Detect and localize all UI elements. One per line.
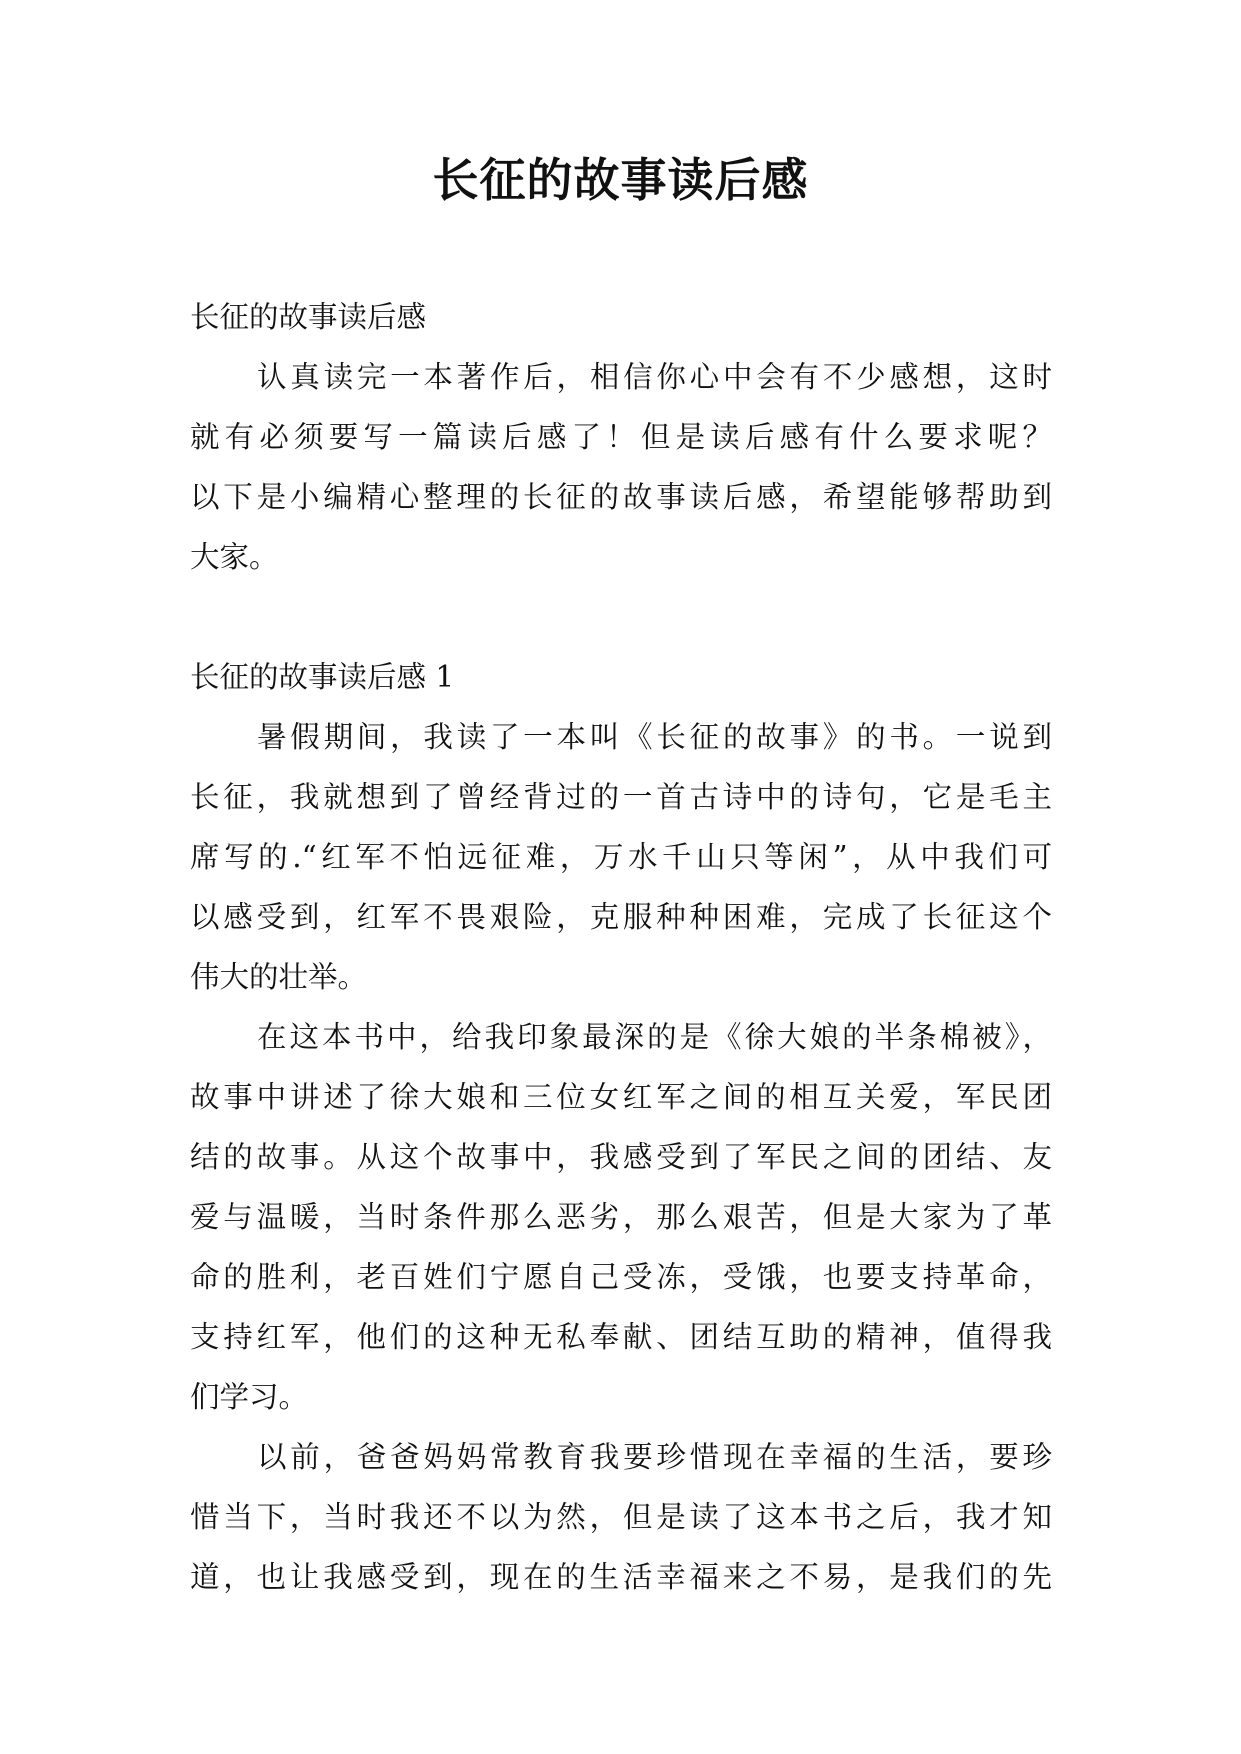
document-body [190,287,1052,1607]
paragraph-line: 在这本书中，给我印象最深的是《徐大娘的半条棉被》， [257,1020,1052,1054]
intro-line: 大家。 [190,540,279,574]
paragraph-line: 惜当下，当时我还不以为然，但是读了这本书之后，我才知 [190,1500,1052,1534]
intro-heading: 长征的故事读后感 [190,300,427,334]
paragraph-line: 们学习。 [190,1380,309,1414]
paragraph-line: 以感受到，红军不畏艰险，克服种种困难，完成了长征这个 [190,900,1052,934]
paragraph-line: 命的胜利，老百姓们宁愿自己受冻，受饿，也要支持革命， [190,1260,1052,1294]
intro-line: 就有必须要写一篇读后感了！但是读后感有什么要求呢？ [190,420,1052,454]
paragraph-line: 结的故事。从这个故事中，我感受到了军民之间的团结、友 [190,1140,1052,1174]
intro-line: 以下是小编精心整理的长征的故事读后感，希望能够帮助到 [190,480,1052,514]
intro-line: 认真读完一本著作后，相信你心中会有不少感想，这时 [257,360,1052,394]
paragraph-gap [190,587,1052,647]
document-title: 长征的故事读后感 [432,153,809,207]
paragraph-line: 席写的.“红军不怕远征难，万水千山只等闲”，从中我们可 [190,840,1052,874]
paragraph-line: 伟大的壮举。 [190,960,368,994]
paragraph-line: 爱与温暖，当时条件那么恶劣，那么艰苦，但是大家为了革 [190,1200,1052,1234]
paragraph-line: 道，也让我感受到，现在的生活幸福来之不易，是我们的先 [190,1560,1052,1594]
paragraph-line: 以前，爸爸妈妈常教育我要珍惜现在幸福的生活，要珍 [257,1440,1052,1474]
paragraph-line: 支持红军，他们的这种无私奉献、团结互助的精神，值得我 [190,1320,1052,1354]
paragraph-line: 长征，我就想到了曾经背过的一首古诗中的诗句，它是毛主 [190,780,1052,814]
paragraph-line: 暑假期间，我读了一本叫《长征的故事》的书。一说到 [257,720,1052,754]
section-heading: 长征的故事读后感 1 [190,660,455,694]
paragraph-line: 故事中讲述了徐大娘和三位女红军之间的相互关爱，军民团 [190,1080,1052,1114]
